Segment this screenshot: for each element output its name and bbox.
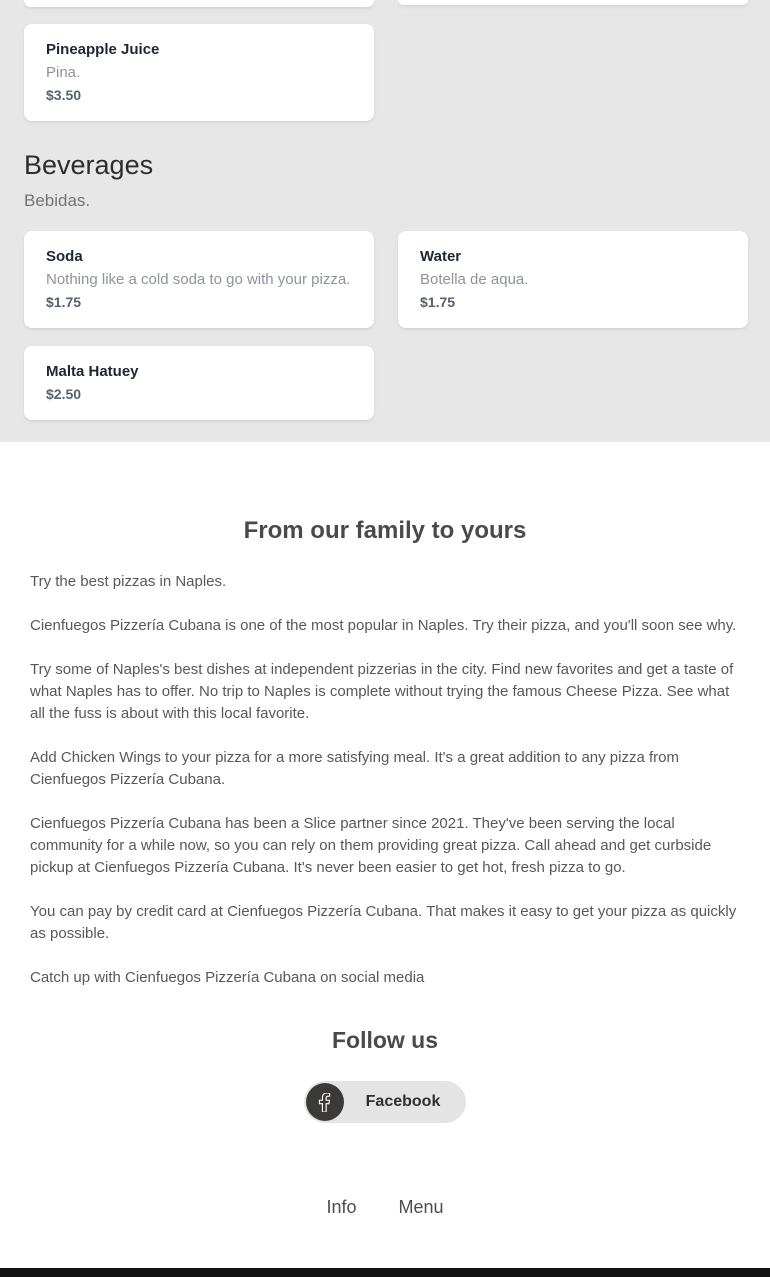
menu-item-card-water[interactable]	[398, 231, 748, 328]
social-buttons-row	[30, 1081, 740, 1123]
menu-item-card-malta-hatuey[interactable]	[24, 346, 374, 420]
follow-us-title: Follow us	[331, 1027, 439, 1053]
bottom-bar	[0, 1268, 770, 1277]
about-paragraph: Add Chicken Wings to your pizza for a more satisfying meal. It's a great addition to any pizza from Cienfuegos Pizzería Cubana.	[30, 749, 679, 788]
footer-links	[30, 1195, 740, 1219]
menu-column-right	[398, 231, 748, 420]
facebook-button-label: Facebook	[365, 1093, 441, 1110]
about-section	[0, 442, 770, 1219]
facebook-icon	[306, 1083, 344, 1121]
about-paragraph: Try some of Naples's best dishes at independent pizzerias in the city. Find new favorites and get a taste of what Naples has to offer. No trip to Naples is complete without trying the famous Cheese Pizza. See what all the fuss is about with this local favorite.	[30, 661, 734, 722]
menu-column-left	[24, 0, 374, 121]
menu-grid-top	[24, 0, 748, 121]
menu-column-left	[24, 231, 374, 420]
about-paragraph: You can pay by credit card at Cienfuegos Pizzería Cubana. That makes it easy to get your pizza as quickly as possible.	[30, 903, 737, 942]
menu-item-name: Water	[420, 248, 462, 265]
menu-item-card-pineapple-juice[interactable]	[24, 24, 374, 121]
menu-item-price: $1.75	[46, 294, 82, 310]
menu-grid-beverages	[24, 231, 748, 420]
menu-item-price: $3.50	[46, 87, 82, 103]
menu-column-right	[398, 0, 748, 121]
about-paragraph: Try the best pizzas in Naples.	[30, 573, 227, 590]
menu-item-card-partial[interactable]	[24, 0, 374, 7]
about-title: From our family to yours	[243, 517, 527, 544]
menu-section	[0, 0, 770, 442]
section-subtitle-beverages: Bebidas.	[24, 191, 91, 210]
about-paragraph: Catch up with Cienfuegos Pizzería Cubana on social media	[30, 969, 425, 986]
menu-item-name: Soda	[46, 248, 83, 265]
section-title-beverages: Beverages	[24, 150, 154, 180]
footer-link-info[interactable]: Info	[326, 1197, 357, 1217]
menu-item-card-partial[interactable]	[398, 0, 748, 5]
footer-link-menu[interactable]: Menu	[398, 1197, 444, 1217]
menu-item-description: Botella de aqua.	[420, 271, 529, 288]
menu-item-name: Malta Hatuey	[46, 363, 139, 380]
menu-item-name: Pineapple Juice	[46, 41, 160, 58]
about-paragraph: Cienfuegos Pizzería Cubana is one of the most popular in Naples. Try their pizza, and you'll soon see why.	[30, 617, 737, 634]
menu-item-price: $1.75	[420, 294, 456, 310]
menu-item-card-soda[interactable]	[24, 231, 374, 328]
facebook-button[interactable]	[304, 1081, 467, 1123]
menu-item-price: $2.50	[46, 386, 82, 402]
menu-item-description: Nothing like a cold soda to go with your pizza.	[46, 271, 351, 288]
menu-item-description: Pina.	[46, 64, 81, 81]
card-gap	[24, 328, 374, 346]
about-paragraph: Cienfuegos Pizzería Cubana has been a Slice partner since 2021. They've been serving the local community for a while now, so you can rely on them providing great pizza. Call ahead and get curbside pickup at Cienfuegos Pizzería Cubana. It's never been easier to get hot, fresh pizza to go.	[30, 815, 712, 876]
